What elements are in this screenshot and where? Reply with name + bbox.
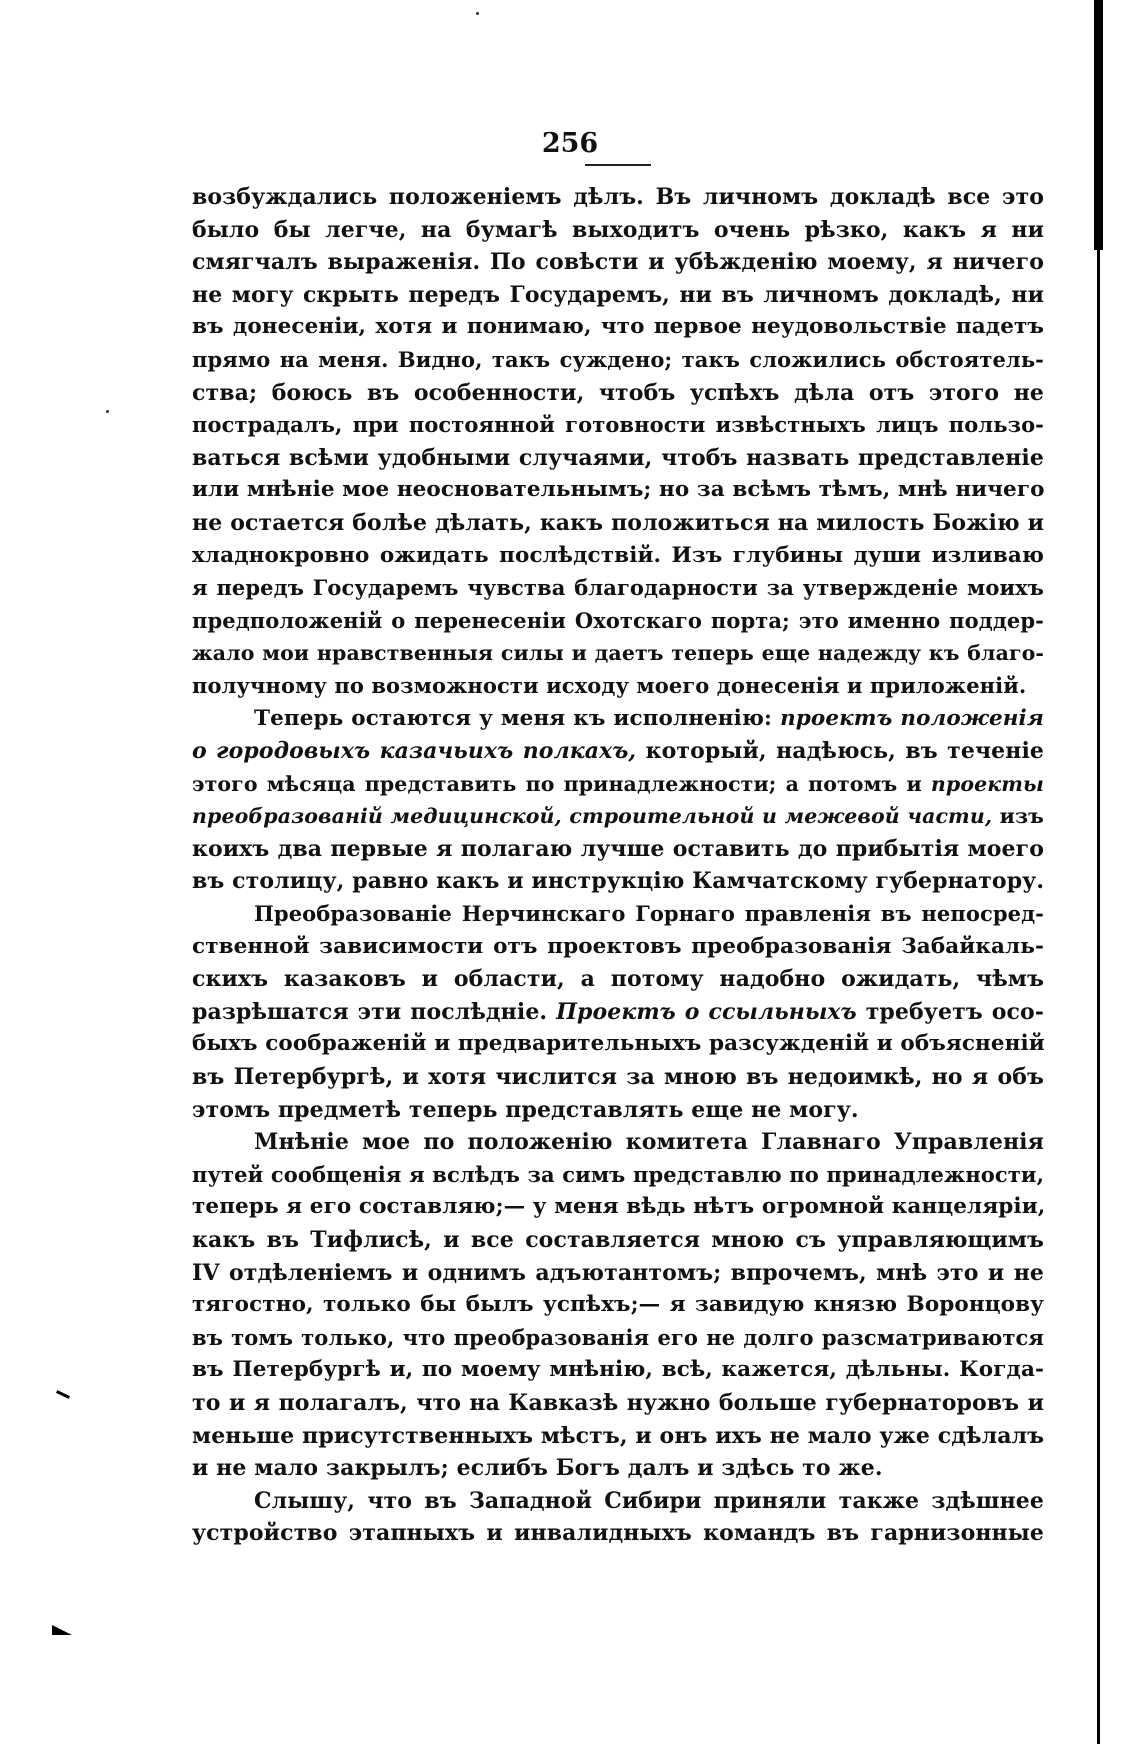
text-line: ственной зависимости отъ проектовъ преобразованія Забайкаль- (192, 933, 1044, 959)
text-line: этомъ предметѣ теперь представлять еще не могу. (192, 1096, 859, 1123)
text-line: хладнокровно ожидать послѣдствій. Изъ глубины души изливаю (192, 542, 1044, 568)
text-line: то и я полагалъ, что на Кавказѣ нужно больше губернаторовъ и (192, 1389, 1044, 1416)
text-line: жало мои нравственныя силы и даетъ теперь еще надежду къ благо- (192, 641, 1044, 666)
scan-edge-line (1097, 250, 1100, 1744)
text-line: предположеній о перенесеніи Охотскаго порта; это именно поддер- (192, 607, 1044, 633)
text-line: Слышу, что въ Западной Сибири приняли также здѣшнее (254, 1487, 1044, 1514)
italic-title: проекты (930, 771, 1044, 796)
text-span: изъ (992, 804, 1044, 829)
text-line: скихъ казаковъ и области, а потому надобно ожидать, чѣмъ (192, 966, 1044, 993)
text-line: въ томъ только, что преобразованія его не долго разсматриваются (192, 1324, 1044, 1350)
text-line: меньше присутственныхъ мѣстъ, и онъ ихъ не мало уже сдѣлалъ (192, 1422, 1045, 1449)
text-span: разрѣшатся эти послѣдніе. (192, 998, 557, 1025)
text-span: Теперь остаются у меня къ исполненію: (254, 705, 781, 731)
text-span: этого мѣсяца представить по принадлежности; а потомъ и (192, 771, 931, 796)
margin-mark (56, 1390, 70, 1399)
text-line: пострадалъ, при постоянной готовности извѣстныхъ лицъ пользо- (192, 412, 1044, 438)
text-line: было бы легче, на бумагѣ выходитъ очень рѣзко, какъ я ни (192, 216, 1044, 243)
text-line: путей сообщенія я вслѣдъ за симъ представлю по принадлежности, (192, 1161, 1044, 1187)
text-line: я передъ Государемъ чувства благодарности за утвержденіе моихъ (192, 575, 1044, 601)
page-number-underline (585, 164, 651, 166)
text-line (192, 800, 1044, 833)
text-line: въ Петербургѣ и, по моему мнѣнію, всѣ, кажется, дѣльны. Когда- (192, 1357, 1044, 1383)
text-line: какъ въ Тифлисѣ, и все составляется мною съ управляющимъ (192, 1227, 1044, 1253)
page-number: 256 (541, 128, 599, 159)
text-span: требуетъ осо- (856, 998, 1044, 1025)
text-line: въ столицу, равно какъ и инструкцію Камчатскому губернатору. (192, 868, 1045, 895)
text-line (192, 735, 1044, 768)
text-line: въ донесеніи, хотя и понимаю, что первое неудовольствіе падетъ (192, 314, 1044, 340)
text-line: ваться всѣми удобными случаями, чтобъ назвать представленіе (192, 444, 1044, 471)
italic-title: преобразованій медицинской, строительной и межевой части, (192, 804, 993, 829)
text-line: устройство этапныхъ и инвалидныхъ командъ въ гарнизонные (192, 1520, 1044, 1547)
text-line (192, 768, 1044, 801)
text-line: не остается болѣе дѣлать, какъ положиться на милость Божію и (192, 509, 1044, 536)
scan-edge-bar (1094, 0, 1103, 250)
text-line (192, 703, 1044, 736)
text-line: Мнѣніе мое по положенію комитета Главнаго Управленія (254, 1129, 1044, 1156)
corner-arrow-mark (52, 1625, 72, 1635)
scan-speck (476, 12, 479, 15)
text-line: въ Петербургѣ, и хотя числится за мною въ недоимкѣ, но я объ (192, 1064, 1044, 1091)
text-span: который, надѣюсь, въ теченіе (636, 738, 1044, 765)
text-line: возбуждались положеніемъ дѣлъ. Въ личномъ докладѣ все это (192, 184, 1044, 210)
text-line: прямо на меня. Видно, такъ суждено; такъ сложились обстоятель- (192, 346, 1044, 372)
text-line: теперь я его составляю;— у меня вѣдь нѣтъ огромной канцеляріи, (192, 1194, 1046, 1220)
text-line: получному по возможности исходу моего донесенія и приложеній. (192, 672, 1027, 698)
text-line: смягчалъ выраженія. По совѣсти и убѣжденію моему, я ничего (192, 249, 1044, 276)
italic-title: проектъ положенія (780, 705, 1044, 731)
text-line (192, 996, 1044, 1029)
text-line: IV отдѣленіемъ и однимъ адъютантомъ; впрочемъ, мнѣ это и не (192, 1259, 1044, 1286)
text-line: ства; боюсь въ особенности, чтобъ успѣхъ дѣла отъ этого не (192, 379, 1044, 406)
text-line: или мнѣніе мое неосновательнымъ; но за всѣмъ тѣмъ, мнѣ ничего (192, 477, 1045, 503)
text-line: и не мало закрылъ; еслибъ Богъ далъ и здѣсь то же. (192, 1455, 883, 1482)
scan-speck (106, 410, 109, 413)
text-line: не могу скрыть передъ Государемъ, ни въ личномъ докладѣ, ни (192, 281, 1044, 308)
body-text (192, 181, 1044, 1550)
text-line: тягостно, только бы былъ успѣхъ;— я завидую князю Воронцову (192, 1292, 1044, 1318)
text-line: быхъ соображеній и предварительныхъ разсужденій и объясненій (192, 1031, 1045, 1057)
text-line: коихъ два первые я полагаю лучше оставить до прибытія моего (192, 835, 1044, 862)
italic-title: Проектъ о ссыльныхъ (556, 998, 857, 1025)
text-line: Преобразованіе Нерчинскаго Горнаго правленія въ непосред- (254, 901, 1044, 927)
italic-title: о городовыхъ казачьихъ полкахъ, (192, 738, 637, 765)
